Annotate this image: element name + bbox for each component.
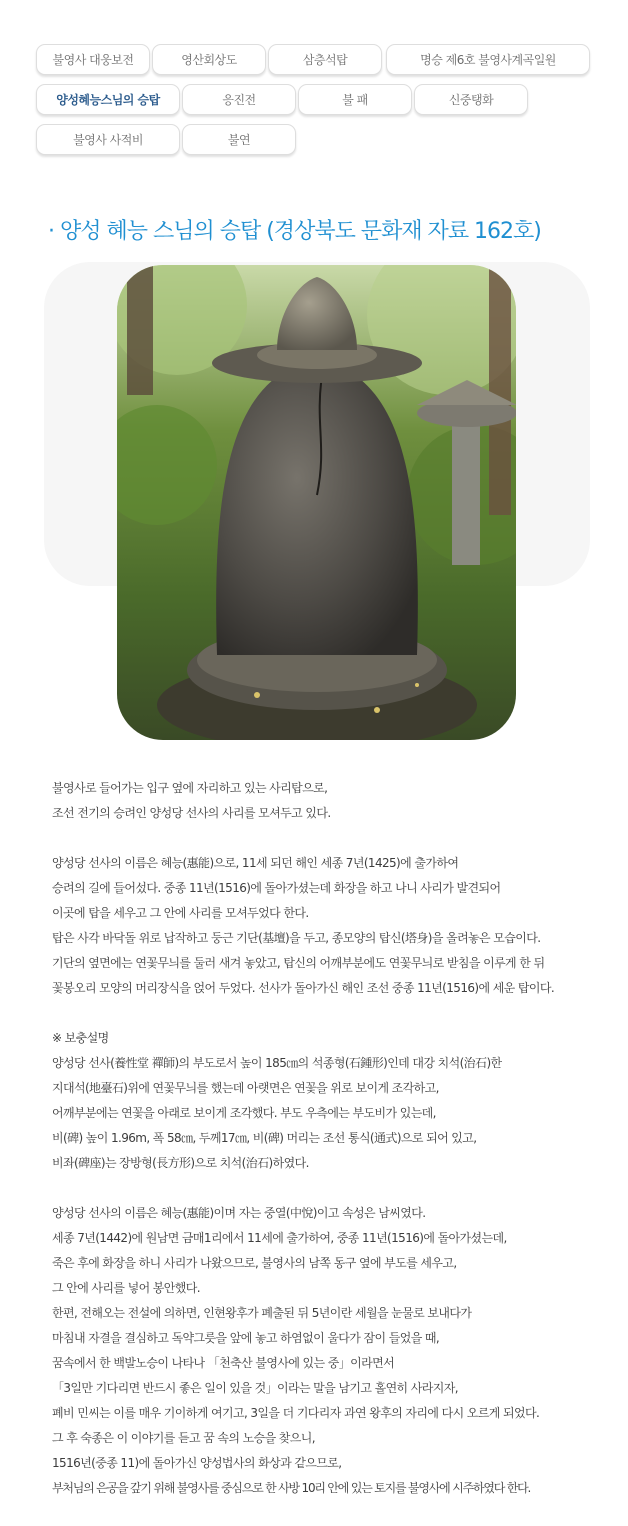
tab-scenic-valley[interactable]: 명승 제6호 불영사계곡일원 [386,44,590,75]
intro-line: 불영사로 들어가는 입구 옆에 자리하고 있는 사리탑으로, [52,781,328,795]
tab-samcheungseoktap[interactable]: 삼층석탑 [268,44,382,75]
tab-eungjinjeon[interactable]: 응진전 [182,84,296,115]
history-line: 꽃봉오리 모양의 머리장식을 얹어 두었다. 선사가 돌아가신 해인 조선 중종 11년(1516)에 세운 탑이다. [52,981,555,995]
tab-yeongsanhoesangdo[interactable]: 영산회상도 [152,44,266,75]
supplement-line: 지대석(地臺石)위에 연꽃무늬를 했는데 아랫면은 연꽃을 위로 보이게 조각하고, [52,1081,439,1095]
history-line: 기단의 옆면에는 연꽃무늬를 둘러 새겨 놓았고, 탑신의 어깨부분에도 연꽃무늬로 받침을 이루게 한 뒤 [52,956,545,970]
history-line: 이곳에 탑을 세우고 그 안에 사리를 모셔두었다 한다. [52,906,309,920]
legend-line: 꿈속에서 한 백발노승이 나타나 「천축산 불영사에 있는 중」이라면서 [52,1356,395,1370]
legend-line: 그 안에 사리를 넣어 봉안했다. [52,1281,200,1295]
page-title: · 양성 혜능 스님의 승탑 (경상북도 문화재 자료 162호) [48,219,541,244]
legend-line: 세종 7년(1442)에 원남면 금매1리에서 11세에 출가하여, 중종 11년(1516)에 돌아가셨는데, [52,1231,507,1245]
history-line: 승려의 길에 들어섰다. 중종 11년(1516)에 돌아가셨는데 화장을 하고 나니 사리가 발견되어 [52,881,501,895]
supplement-line: 비(碑) 높이 1.96m, 폭 58㎝, 두께17㎝, 비(碑) 머리는 조선 통식(通式)으로 되어 있고, [52,1131,477,1145]
tab-stupa-active[interactable]: 양성혜능스님의 승탑 [36,84,180,115]
legend-line: 죽은 후에 화장을 하니 사리가 나왔으므로, 불영사의 남쪽 동구 옆에 부도를 세우고, [52,1256,457,1270]
legend-line: 한편, 전해오는 전설에 의하면, 인현왕후가 폐출된 뒤 5년이란 세월을 눈물로 보내다가 [52,1306,472,1320]
legend-line: 부처님의 은공을 갚기 위해 불영사를 중심으로 한 사방 10리 안에 있는 토지를 불영사에 시주하였다 한다. [52,1481,531,1495]
legend-line: 마침내 자결을 결심하고 독약그릇을 앞에 놓고 하염없이 울다가 잠이 들었을 때, [52,1331,440,1345]
stupa-illustration [117,265,516,740]
description [52,776,628,1501]
legend-line: 「3일만 기다리면 반드시 좋은 일이 있을 것」이라는 말을 남기고 홀연히 사라지자, [52,1381,458,1395]
legend-line: 그 후 숙종은 이 이야기를 듣고 꿈 속의 노승을 찾으니, [52,1431,315,1445]
legend-line: 양성당 선사의 이름은 혜능(惠能)이며 자는 중열(中悅)이고 속성은 남씨였다. [52,1206,426,1220]
intro-line: 조선 전기의 승려인 양성당 선사의 사리를 모셔두고 있다. [52,806,331,820]
supplement-line: 비좌(碑座)는 장방형(長方形)으로 치석(治石)하였다. [52,1156,309,1170]
tab-bulpae[interactable]: 불 패 [298,84,412,115]
supplement-heading: ※ 보충설명 [52,1031,109,1045]
tab-daeungbojeon[interactable]: 불영사 대웅보전 [36,44,150,75]
legend-line: 폐비 민씨는 이를 매우 기이하게 여기고, 3일을 더 기다리자 과연 왕후의 자리에 다시 오르게 되었다. [52,1406,540,1420]
stupa-photo [117,265,516,740]
supplement-line: 어깨부분에는 연꽃을 아래로 보이게 조각했다. 부도 우측에는 부도비가 있는데, [52,1106,436,1120]
supplement-line: 양성당 선사(養性堂 禪師)의 부도로서 높이 185㎝의 석종형(石鍾形)인데 대강 치석(治石)한 [52,1056,502,1070]
history-line: 탑은 사각 바닥돌 위로 납작하고 둥근 기단(基壇)을 두고, 종모양의 탑신(塔身)을 올려놓은 모습이다. [52,931,541,945]
tab-bulyeon[interactable]: 불연 [182,124,296,155]
tab-sajeokbi[interactable]: 불영사 사적비 [36,124,180,155]
legend-line: 1516년(중종 11)에 돌아가신 양성법사의 화상과 같으므로, [52,1456,342,1470]
history-line: 양성당 선사의 이름은 혜능(惠能)으로, 11세 되던 해인 세종 7년(1425)에 출가하여 [52,856,459,870]
tab-sinjungtaenghwa[interactable]: 신중탱화 [414,84,528,115]
